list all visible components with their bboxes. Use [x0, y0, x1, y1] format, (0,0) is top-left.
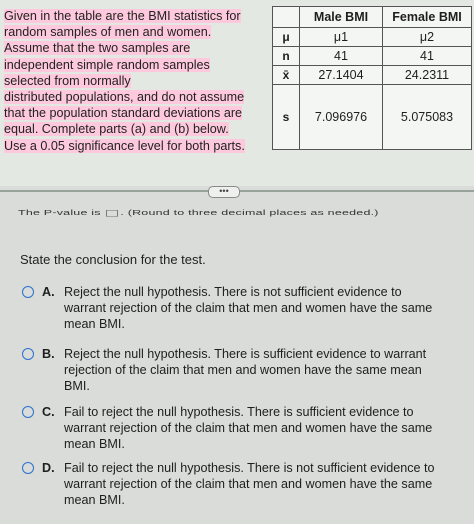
question-panel [0, 0, 474, 186]
radio-button[interactable] [22, 462, 34, 474]
table-row [273, 85, 472, 150]
prompt-line: independent simple random samples [4, 57, 210, 72]
table-header-row [273, 7, 472, 28]
row-label-n: n [273, 47, 300, 66]
prompt-line: Given in the table are the BMI statistics for [4, 9, 241, 23]
header-male-bmi: Male BMI [300, 7, 383, 28]
question-prompt [4, 8, 270, 154]
radio-button[interactable] [22, 286, 34, 298]
prompt-line: Assume that the two samples are [4, 41, 191, 56]
option-line: mean BMI. [64, 493, 125, 507]
option-text [64, 346, 464, 394]
p-value-input[interactable] [106, 210, 118, 217]
cell-x1: 27.1404 [300, 66, 383, 85]
option-line: Fail to reject the null hypothesis. There is not sufficient evidence to [64, 461, 435, 475]
option-text [64, 404, 464, 452]
cell-s2: 5.075083 [383, 85, 472, 150]
table-row [273, 47, 472, 66]
p-value-prompt [18, 209, 379, 217]
prompt-line: equal. Complete parts (a) and (b) below. [4, 122, 229, 137]
cell-n2: 41 [383, 47, 472, 66]
table-row [273, 28, 472, 47]
option-line: Fail to reject the null hypothesis. There is sufficient evidence to [64, 405, 414, 419]
option-letter: C. [42, 405, 55, 419]
row-label-mu: μ [273, 28, 300, 47]
prompt-line: distributed populations, and do not assume [4, 90, 245, 105]
cell-mu2: μ2 [383, 28, 472, 47]
option-line: warrant rejection of the claim that men and women have the same [64, 421, 433, 435]
prompt-line: that the population standard deviations are [4, 106, 243, 121]
radio-button[interactable] [22, 406, 34, 418]
option-letter: A. [42, 285, 55, 299]
row-label-xbar: x̄ [273, 66, 300, 85]
option-line: warrant rejection of the claim that men and women have the same [64, 477, 433, 491]
table-row [273, 66, 472, 85]
rounding-note: . (Round to three decimal places as needed.) [120, 209, 379, 217]
prompt-line: selected from normally [4, 73, 131, 88]
option-line: mean BMI. [64, 437, 125, 451]
p-value-label: The P-value is [18, 209, 105, 217]
prompt-line: random samples of men and women. [4, 25, 212, 40]
row-label-s: s [273, 85, 300, 150]
option-line: mean BMI. [64, 317, 125, 331]
option-letter: D. [42, 461, 55, 475]
option-line: Reject the null hypothesis. There is not sufficient evidence to [64, 285, 402, 299]
cell-n1: 41 [300, 47, 383, 66]
radio-button[interactable] [22, 348, 34, 360]
option-letter: B. [42, 347, 55, 361]
option-line: Reject the null hypothesis. There is sufficient evidence to warrant [64, 347, 427, 361]
cell-x2: 24.2311 [383, 66, 472, 85]
cell-mu1: μ1 [300, 28, 383, 47]
expand-toggle-button[interactable]: ••• [208, 186, 240, 198]
option-line: BMI. [64, 379, 90, 393]
option-text [64, 460, 464, 508]
cell-s1: 7.096976 [300, 85, 383, 150]
table-corner [273, 7, 300, 28]
conclusion-prompt: State the conclusion for the test. [20, 252, 206, 267]
prompt-line: Use a 0.05 significance level for both parts. [4, 138, 245, 153]
option-line: warrant rejection of the claim that men and women have the same [64, 301, 433, 315]
option-line: rejection of the claim that men and women have the same mean [64, 363, 422, 377]
bmi-statistics-table [272, 6, 472, 150]
header-female-bmi: Female BMI [383, 7, 472, 28]
option-text [64, 284, 464, 332]
